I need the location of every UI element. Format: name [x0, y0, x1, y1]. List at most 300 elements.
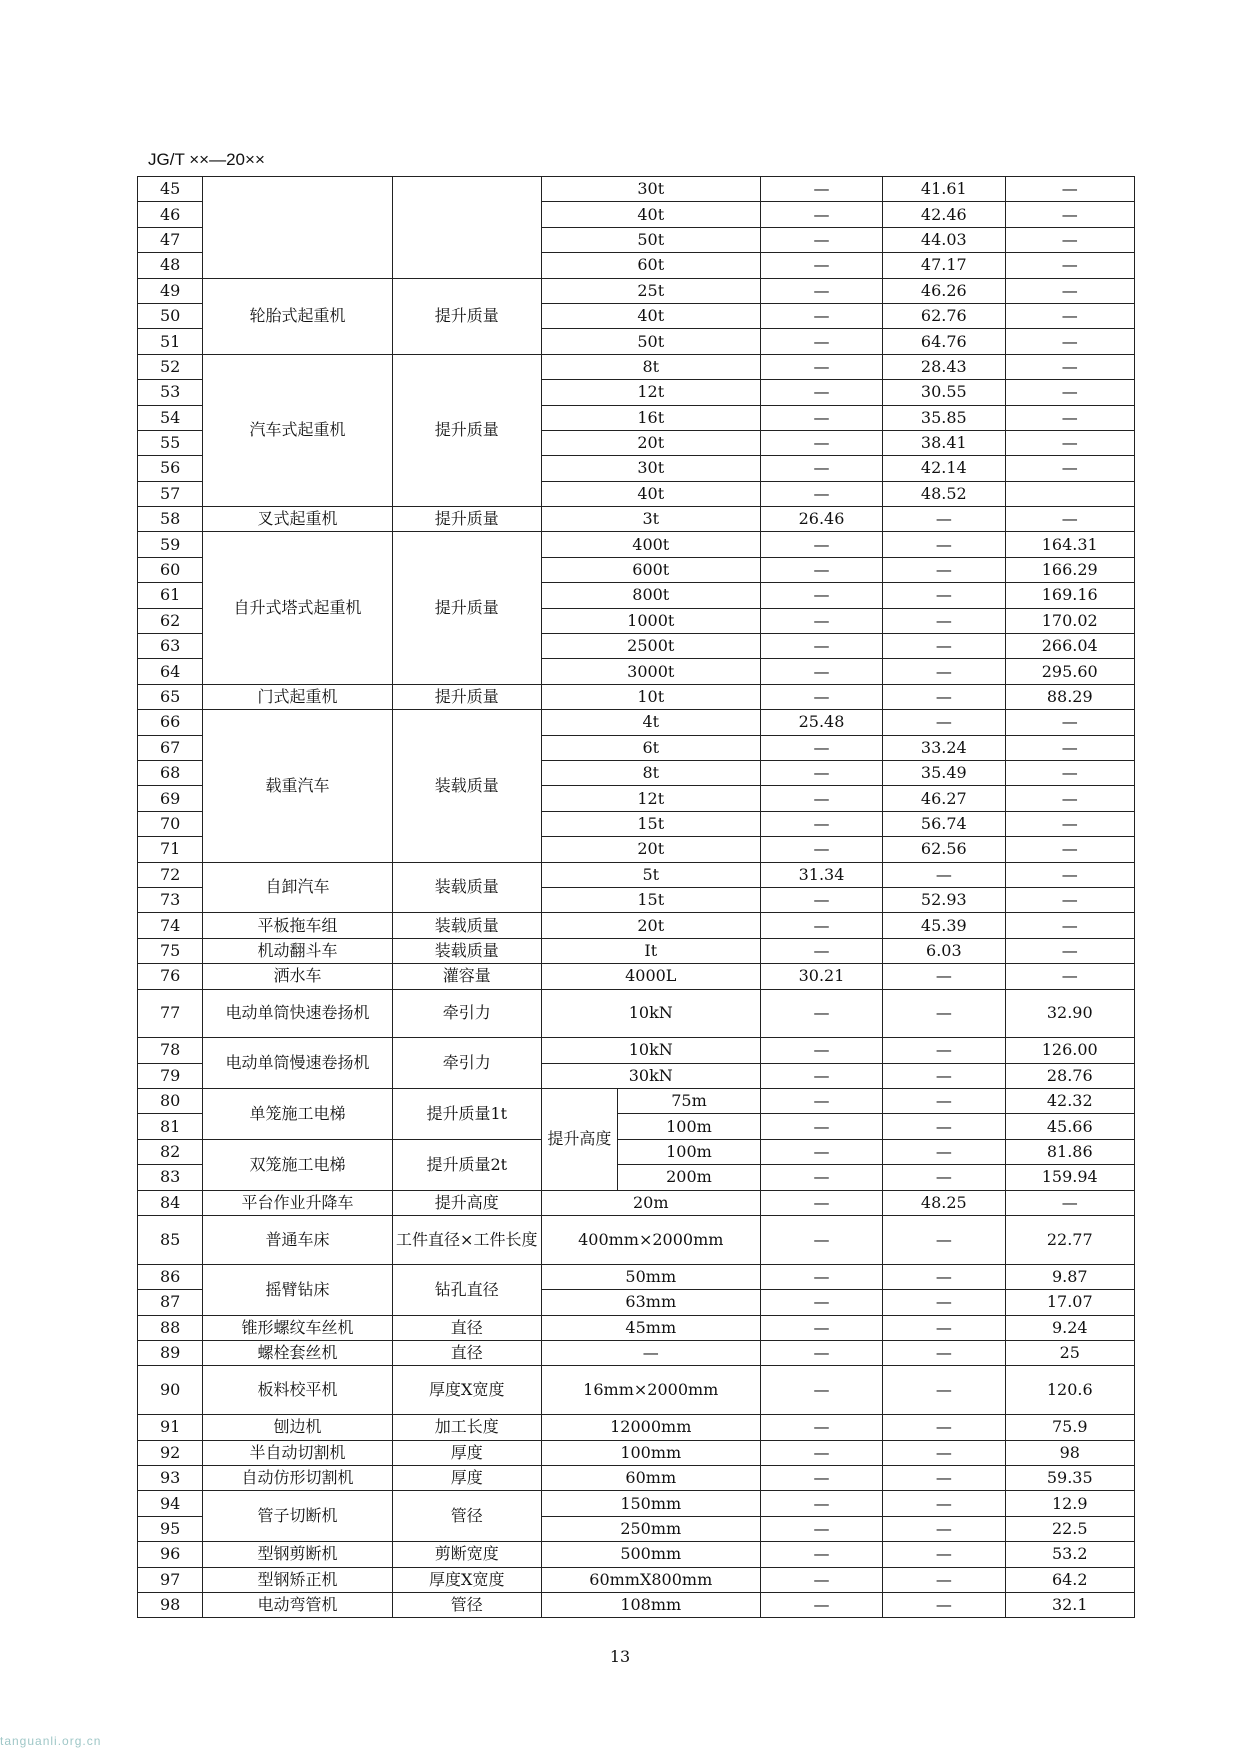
value-col-2: 62.76 — [883, 303, 1005, 328]
specification: 45mm — [541, 1315, 760, 1340]
value-col-1: 30.21 — [760, 964, 882, 989]
value-col-1: — — [760, 659, 882, 684]
table-row — [138, 532, 1135, 557]
row-number: 52 — [138, 354, 203, 379]
specification: 50t — [541, 329, 760, 354]
value-col-2: — — [883, 1592, 1005, 1617]
specification: 250mm — [541, 1516, 760, 1541]
specification: 150mm — [541, 1491, 760, 1516]
value-col-1: — — [760, 1415, 882, 1440]
machine-name: 门式起重机 — [203, 684, 393, 709]
table-row — [138, 1315, 1135, 1340]
row-number: 55 — [138, 430, 203, 455]
document-code: JG/T ××—20×× — [148, 150, 265, 169]
value-col-1: — — [760, 557, 882, 582]
value-col-1: — — [760, 786, 882, 811]
table-row — [138, 1341, 1135, 1366]
value-col-3: — — [1005, 380, 1135, 405]
value-col-2: — — [883, 1290, 1005, 1315]
machine-name: 摇臂钻床 — [203, 1264, 393, 1315]
value-col-3: — — [1005, 177, 1135, 202]
value-col-1: — — [760, 1440, 882, 1465]
table-row — [138, 354, 1135, 379]
value-col-3: 22.5 — [1005, 1516, 1135, 1541]
main-parameter: 厚度 — [392, 1465, 541, 1490]
value-col-1: — — [760, 329, 882, 354]
machine-name: 电动弯管机 — [203, 1592, 393, 1617]
value-col-1: — — [760, 1465, 882, 1490]
main-parameter: 直径 — [392, 1315, 541, 1340]
value-col-1: — — [760, 1038, 882, 1063]
row-number: 56 — [138, 456, 203, 481]
specification: 30kN — [541, 1063, 760, 1088]
table-row — [138, 507, 1135, 532]
machine-name: 平板拖车组 — [203, 913, 393, 938]
row-number: 53 — [138, 380, 203, 405]
value-col-1: — — [760, 1542, 882, 1567]
value-col-3: — — [1005, 456, 1135, 481]
value-col-2: 64.76 — [883, 329, 1005, 354]
value-col-1: — — [760, 532, 882, 557]
row-number: 72 — [138, 862, 203, 887]
value-col-3: — — [1005, 964, 1135, 989]
specification: 40t — [541, 303, 760, 328]
row-number: 68 — [138, 760, 203, 785]
main-parameter: 装载质量 — [392, 862, 541, 913]
main-parameter: 剪断宽度 — [392, 1542, 541, 1567]
row-number: 91 — [138, 1415, 203, 1440]
value-col-2: 42.14 — [883, 456, 1005, 481]
value-col-3: — — [1005, 354, 1135, 379]
row-number: 73 — [138, 887, 203, 912]
main-parameter: 提升质量1t — [392, 1089, 541, 1140]
specification: 20m — [541, 1190, 760, 1215]
specification: 400mm×2000mm — [541, 1216, 760, 1265]
table-row — [138, 964, 1135, 989]
specification: 200m — [618, 1165, 761, 1190]
machine-name: 螺栓套丝机 — [203, 1341, 393, 1366]
value-col-2: 47.17 — [883, 253, 1005, 278]
specification: 63mm — [541, 1290, 760, 1315]
value-col-3: — — [1005, 786, 1135, 811]
specification: — — [541, 1341, 760, 1366]
specification: 12t — [541, 786, 760, 811]
row-number: 74 — [138, 913, 203, 938]
value-col-2: — — [883, 532, 1005, 557]
value-col-2: 38.41 — [883, 430, 1005, 455]
specification: 25t — [541, 278, 760, 303]
value-col-3: 22.77 — [1005, 1216, 1135, 1265]
machine-name: 洒水车 — [203, 964, 393, 989]
page-number: 13 — [609, 1647, 631, 1666]
machine-name: 自动仿形切割机 — [203, 1465, 393, 1490]
value-col-3: 81.86 — [1005, 1139, 1135, 1164]
row-number: 95 — [138, 1516, 203, 1541]
value-col-2: 45.39 — [883, 913, 1005, 938]
value-col-3: — — [1005, 735, 1135, 760]
main-parameter: 钻孔直径 — [392, 1264, 541, 1315]
specification: 108mm — [541, 1592, 760, 1617]
value-col-1: — — [760, 735, 882, 760]
value-col-1: — — [760, 1139, 882, 1164]
value-col-2: 42.46 — [883, 202, 1005, 227]
table-row — [138, 1190, 1135, 1215]
row-number: 46 — [138, 202, 203, 227]
table-row — [138, 1366, 1135, 1415]
value-col-3: — — [1005, 760, 1135, 785]
value-col-1: — — [760, 887, 882, 912]
main-parameter: 工件直径×工件长度 — [392, 1216, 541, 1265]
specification: 16t — [541, 405, 760, 430]
value-col-3: — — [1005, 710, 1135, 735]
row-number: 92 — [138, 1440, 203, 1465]
value-col-2: — — [883, 634, 1005, 659]
row-number: 45 — [138, 177, 203, 202]
value-col-1: — — [760, 227, 882, 252]
main-parameter — [392, 177, 541, 279]
specification: 60mmX800mm — [541, 1567, 760, 1592]
value-col-3: 45.66 — [1005, 1114, 1135, 1139]
row-number: 76 — [138, 964, 203, 989]
value-col-2: — — [883, 1315, 1005, 1340]
row-number: 51 — [138, 329, 203, 354]
value-col-1: — — [760, 938, 882, 963]
value-col-3: — — [1005, 278, 1135, 303]
main-parameter: 提升质量 — [392, 532, 541, 684]
value-col-2: 44.03 — [883, 227, 1005, 252]
main-parameter: 管径 — [392, 1592, 541, 1617]
table-row — [138, 1139, 1135, 1164]
specification: 30t — [541, 177, 760, 202]
value-col-3: — — [1005, 811, 1135, 836]
value-col-1: — — [760, 913, 882, 938]
value-col-3: — — [1005, 253, 1135, 278]
machine-name: 轮胎式起重机 — [203, 278, 393, 354]
table-row — [138, 1465, 1135, 1490]
table-row — [138, 710, 1135, 735]
row-number: 84 — [138, 1190, 203, 1215]
machine-name: 自升式塔式起重机 — [203, 532, 393, 684]
value-col-2: — — [883, 608, 1005, 633]
value-col-3 — [1005, 481, 1135, 506]
value-col-1: — — [760, 1063, 882, 1088]
value-col-2: — — [883, 1139, 1005, 1164]
row-number: 98 — [138, 1592, 203, 1617]
value-col-1: — — [760, 608, 882, 633]
table-row — [138, 1089, 1135, 1114]
value-col-3: 164.31 — [1005, 532, 1135, 557]
row-number: 81 — [138, 1114, 203, 1139]
value-col-1: — — [760, 354, 882, 379]
specification: 20t — [541, 913, 760, 938]
value-col-1: — — [760, 1165, 882, 1190]
value-col-2: — — [883, 964, 1005, 989]
specification: 600t — [541, 557, 760, 582]
machine-name: 平台作业升降车 — [203, 1190, 393, 1215]
machine-name: 型钢剪断机 — [203, 1542, 393, 1567]
value-col-2: — — [883, 1216, 1005, 1265]
value-col-3: — — [1005, 303, 1135, 328]
value-col-3: — — [1005, 202, 1135, 227]
row-number: 50 — [138, 303, 203, 328]
value-col-3: 32.1 — [1005, 1592, 1135, 1617]
row-number: 78 — [138, 1038, 203, 1063]
value-col-3: 28.76 — [1005, 1063, 1135, 1088]
row-number: 54 — [138, 405, 203, 430]
value-col-2: — — [883, 1440, 1005, 1465]
value-col-2: 33.24 — [883, 735, 1005, 760]
table-row — [138, 1216, 1135, 1265]
machine-name: 双笼施工电梯 — [203, 1139, 393, 1190]
specification: 50t — [541, 227, 760, 252]
value-col-1: — — [760, 1491, 882, 1516]
specification: 4000L — [541, 964, 760, 989]
specification: 2500t — [541, 634, 760, 659]
value-col-1: — — [760, 1264, 882, 1289]
main-parameter: 提升质量2t — [392, 1139, 541, 1190]
specification: 40t — [541, 481, 760, 506]
value-col-2: 41.61 — [883, 177, 1005, 202]
value-col-2: 48.52 — [883, 481, 1005, 506]
watermark: tanguanli.org.cn — [0, 1734, 102, 1748]
machine-name: 锥形螺纹车丝机 — [203, 1315, 393, 1340]
main-parameter: 灌容量 — [392, 964, 541, 989]
value-col-2: — — [883, 1366, 1005, 1415]
machinery-table — [137, 176, 1135, 1618]
machine-name: 普通车床 — [203, 1216, 393, 1265]
value-col-1: — — [760, 1341, 882, 1366]
specification: 50mm — [541, 1264, 760, 1289]
specification: 60t — [541, 253, 760, 278]
value-col-3: 59.35 — [1005, 1465, 1135, 1490]
value-col-2: 52.93 — [883, 887, 1005, 912]
row-number: 61 — [138, 583, 203, 608]
specification: 15t — [541, 811, 760, 836]
value-col-1: — — [760, 303, 882, 328]
value-col-3: — — [1005, 862, 1135, 887]
value-col-1: — — [760, 177, 882, 202]
value-col-1: — — [760, 583, 882, 608]
value-col-3: 295.60 — [1005, 659, 1135, 684]
row-number: 65 — [138, 684, 203, 709]
value-col-3: 32.90 — [1005, 989, 1135, 1038]
row-number: 94 — [138, 1491, 203, 1516]
value-col-1: — — [760, 380, 882, 405]
machine-name: 机动翻斗车 — [203, 938, 393, 963]
main-parameter: 牵引力 — [392, 989, 541, 1038]
specification: 8t — [541, 760, 760, 785]
table-row — [138, 278, 1135, 303]
machine-name: 汽车式起重机 — [203, 354, 393, 506]
value-col-2: — — [883, 1415, 1005, 1440]
main-parameter: 装载质量 — [392, 913, 541, 938]
table-row — [138, 684, 1135, 709]
specification: 30t — [541, 456, 760, 481]
value-col-3: — — [1005, 405, 1135, 430]
specification: 100mm — [541, 1440, 760, 1465]
value-col-2: — — [883, 557, 1005, 582]
value-col-3: 98 — [1005, 1440, 1135, 1465]
row-number: 62 — [138, 608, 203, 633]
specification: 12t — [541, 380, 760, 405]
specification: 1000t — [541, 608, 760, 633]
row-number: 69 — [138, 786, 203, 811]
row-number: 88 — [138, 1315, 203, 1340]
specification: 16mm×2000mm — [541, 1366, 760, 1415]
value-col-1: — — [760, 989, 882, 1038]
value-col-1: — — [760, 760, 882, 785]
value-col-2: — — [883, 684, 1005, 709]
value-col-3: 9.87 — [1005, 1264, 1135, 1289]
row-number: 60 — [138, 557, 203, 582]
table-row — [138, 1567, 1135, 1592]
value-col-1: — — [760, 1567, 882, 1592]
value-col-3: — — [1005, 837, 1135, 862]
machine-name: 载重汽车 — [203, 710, 393, 862]
value-col-2: — — [883, 659, 1005, 684]
row-number: 70 — [138, 811, 203, 836]
value-col-1: — — [760, 253, 882, 278]
value-col-2: — — [883, 989, 1005, 1038]
row-number: 63 — [138, 634, 203, 659]
value-col-2: 28.43 — [883, 354, 1005, 379]
value-col-1: — — [760, 405, 882, 430]
row-number: 77 — [138, 989, 203, 1038]
value-col-2: — — [883, 1542, 1005, 1567]
value-col-3: — — [1005, 329, 1135, 354]
table-row — [138, 989, 1135, 1038]
row-number: 87 — [138, 1290, 203, 1315]
row-number: 97 — [138, 1567, 203, 1592]
specification: 100m — [618, 1114, 761, 1139]
value-col-2: — — [883, 1089, 1005, 1114]
machine-name: 板料校平机 — [203, 1366, 393, 1415]
machine-name: 单笼施工电梯 — [203, 1089, 393, 1140]
main-parameter: 厚度X宽度 — [392, 1366, 541, 1415]
value-col-3: — — [1005, 430, 1135, 455]
value-col-1: — — [760, 1516, 882, 1541]
value-col-1: — — [760, 1290, 882, 1315]
value-col-2: — — [883, 507, 1005, 532]
row-number: 93 — [138, 1465, 203, 1490]
value-col-3: 9.24 — [1005, 1315, 1135, 1340]
main-parameter: 提升质量 — [392, 684, 541, 709]
value-col-2: 6.03 — [883, 938, 1005, 963]
row-number: 82 — [138, 1139, 203, 1164]
value-col-2: — — [883, 1063, 1005, 1088]
specification: 400t — [541, 532, 760, 557]
row-number: 83 — [138, 1165, 203, 1190]
main-parameter: 装载质量 — [392, 710, 541, 862]
row-number: 79 — [138, 1063, 203, 1088]
value-col-2: 56.74 — [883, 811, 1005, 836]
row-number: 48 — [138, 253, 203, 278]
main-parameter: 厚度X宽度 — [392, 1567, 541, 1592]
table-row — [138, 177, 1135, 202]
value-col-3: 25 — [1005, 1341, 1135, 1366]
table-row — [138, 1542, 1135, 1567]
value-col-1: — — [760, 634, 882, 659]
specification: It — [541, 938, 760, 963]
main-parameter: 提升质量 — [392, 354, 541, 506]
specification: 15t — [541, 887, 760, 912]
specification: 3000t — [541, 659, 760, 684]
value-col-1: — — [760, 684, 882, 709]
specification: 20t — [541, 837, 760, 862]
value-col-1: — — [760, 202, 882, 227]
main-parameter: 管径 — [392, 1491, 541, 1542]
value-col-2: — — [883, 1465, 1005, 1490]
row-number: 89 — [138, 1341, 203, 1366]
sub-parameter-label: 提升高度 — [541, 1089, 617, 1191]
row-number: 71 — [138, 837, 203, 862]
table-row — [138, 1415, 1135, 1440]
specification: 500mm — [541, 1542, 760, 1567]
machine-name: 电动单筒慢速卷扬机 — [203, 1038, 393, 1089]
value-col-1: — — [760, 1216, 882, 1265]
specification: 40t — [541, 202, 760, 227]
row-number: 57 — [138, 481, 203, 506]
specification: 10kN — [541, 989, 760, 1038]
table-row — [138, 1264, 1135, 1289]
machine-name: 刨边机 — [203, 1415, 393, 1440]
row-number: 85 — [138, 1216, 203, 1265]
value-col-2: — — [883, 1038, 1005, 1063]
value-col-1: — — [760, 1190, 882, 1215]
specification: 6t — [541, 735, 760, 760]
specification: 12000mm — [541, 1415, 760, 1440]
specification: 8t — [541, 354, 760, 379]
table-row — [138, 1592, 1135, 1617]
value-col-1: — — [760, 456, 882, 481]
specification: 60mm — [541, 1465, 760, 1490]
value-col-3: 17.07 — [1005, 1290, 1135, 1315]
value-col-3: — — [1005, 507, 1135, 532]
machine-name: 管子切断机 — [203, 1491, 393, 1542]
row-number: 90 — [138, 1366, 203, 1415]
value-col-3: 266.04 — [1005, 634, 1135, 659]
value-col-3: 170.02 — [1005, 608, 1135, 633]
value-col-1: — — [760, 481, 882, 506]
row-number: 49 — [138, 278, 203, 303]
value-col-3: 12.9 — [1005, 1491, 1135, 1516]
value-col-1: 26.46 — [760, 507, 882, 532]
value-col-2: — — [883, 710, 1005, 735]
specification: 800t — [541, 583, 760, 608]
table-row — [138, 1038, 1135, 1063]
row-number: 58 — [138, 507, 203, 532]
specification: 10kN — [541, 1038, 760, 1063]
specification: 75m — [618, 1089, 761, 1114]
value-col-3: 126.00 — [1005, 1038, 1135, 1063]
value-col-2: — — [883, 1264, 1005, 1289]
value-col-2: — — [883, 1341, 1005, 1366]
value-col-3: — — [1005, 1190, 1135, 1215]
value-col-1: — — [760, 430, 882, 455]
machine-name: 自卸汽车 — [203, 862, 393, 913]
row-number: 64 — [138, 659, 203, 684]
value-col-1: — — [760, 1366, 882, 1415]
main-parameter: 提升高度 — [392, 1190, 541, 1215]
value-col-2: — — [883, 862, 1005, 887]
table-row — [138, 862, 1135, 887]
row-number: 67 — [138, 735, 203, 760]
table-row — [138, 1440, 1135, 1465]
main-parameter: 牵引力 — [392, 1038, 541, 1089]
value-col-2: 48.25 — [883, 1190, 1005, 1215]
value-col-2: 35.85 — [883, 405, 1005, 430]
specification: 20t — [541, 430, 760, 455]
